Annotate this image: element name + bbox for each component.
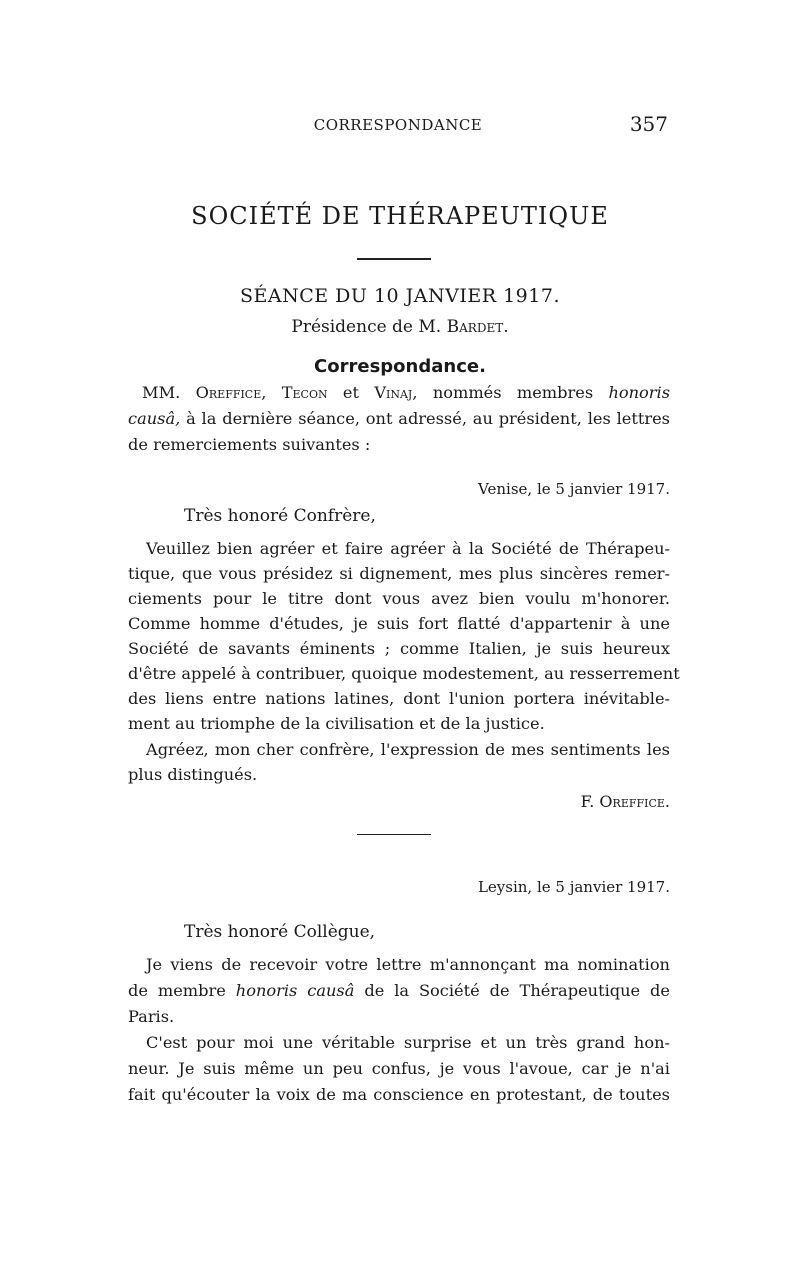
society-title: SOCIÉTÉ DE THÉRAPEUTIQUE [191, 202, 609, 230]
letter2-line-4: C'est pour moi une véritable surprise et un très grand hon- [146, 1033, 670, 1052]
letter2-place-date: Leysin, le 5 janvier 1917. [477, 878, 670, 896]
letter2-line-3: Paris. [128, 1007, 175, 1026]
page-number: 357 [629, 112, 668, 136]
letter1-place-date: Venise, le 5 janvier 1917. [478, 480, 670, 498]
letter1-line: Agréez, mon cher confrère, l'expression de mes sentiments les [146, 740, 670, 759]
letter2-text: de membre [128, 981, 226, 1000]
intro-text: nommés membres [432, 383, 594, 402]
intro-line-3: de remerciements suivantes : [128, 435, 371, 454]
letter2-line-5: neur. Je suis même un peu confus, je vous l'avoue, car je n'ai [128, 1059, 670, 1078]
member-name: Vinaj, [374, 383, 418, 402]
presidency-line [0, 317, 800, 337]
running-header [128, 112, 668, 136]
letter1-line: ciements pour le titre dont vous avez bien voulu m'honorer. [128, 589, 670, 608]
letter1-line: Veuillez bien agréer et faire agréer à la Société de Thérapeu- [146, 539, 670, 558]
letter2-line-6: fait qu'écouter la voix de ma conscience en protestant, de toutes [128, 1085, 670, 1104]
intro-text: MM. [142, 383, 181, 402]
letter-divider [357, 834, 431, 835]
letter1-signature: F. Oreffice. [580, 792, 670, 811]
running-title: CORRESPONDANCE [313, 116, 483, 134]
member-name: Oreffice, [195, 383, 267, 402]
president-name: Bardet. [446, 317, 509, 337]
intro-text: et [342, 383, 360, 402]
presidency-prefix: Présidence de M. [291, 317, 442, 337]
letter2-line-2 [128, 980, 670, 1002]
letter1-line: Société de savants éminents ; comme Italien, je suis heureux [128, 639, 670, 658]
intro-text: à la dernière séance, ont adressé, au président, les lettres [186, 409, 670, 428]
latin-phrase: honoris [608, 383, 671, 402]
section-heading: Correspondance. [314, 356, 486, 377]
letter1-line: tique, que vous présidez si dignement, mes plus sincères remer- [128, 564, 670, 583]
letter1-salutation: Très honoré Confrère, [184, 506, 376, 526]
latin-phrase: causâ, [128, 409, 181, 428]
intro-line-2 [128, 408, 670, 430]
title-divider [357, 258, 431, 260]
letter1-line: des liens entre nations latines, dont l'union portera inévitable- [128, 689, 670, 708]
letter1-line: Comme homme d'études, je suis fort flatté d'appartenir à une [128, 614, 670, 633]
letter1-line: plus distingués. [128, 765, 258, 784]
letter2-salutation: Très honoré Collègue, [184, 922, 376, 942]
letter1-line: d'être appelé à contribuer, quoique modestement, au resserrement [128, 664, 680, 683]
latin-phrase: honoris causâ [235, 981, 355, 1000]
letter1-line: ment au triomphe de la civilisation et de la justice. [128, 714, 545, 733]
member-name: Tecon [281, 383, 328, 402]
letter2-text: de la Société de Thérapeutique de [364, 981, 671, 1000]
letter2-line-1: Je viens de recevoir votre lettre m'annonçant ma nomination [146, 955, 670, 974]
session-date: SÉANCE DU 10 JANVIER 1917. [240, 285, 560, 307]
intro-line-1 [128, 382, 670, 404]
